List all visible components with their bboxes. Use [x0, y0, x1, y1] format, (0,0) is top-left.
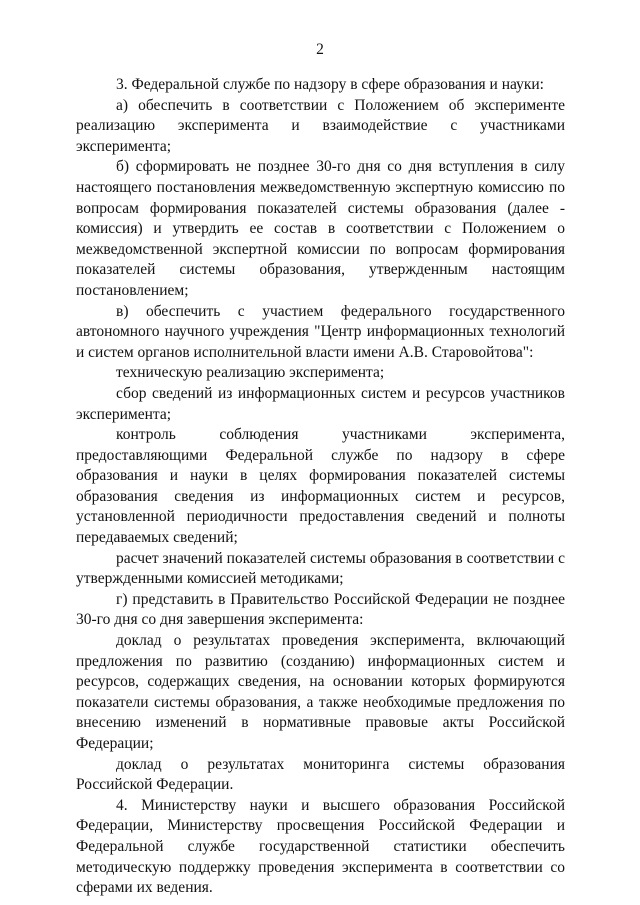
paragraph-subitem-b: б) сформировать не позднее 30-го дня со дня вступления в силу настоящего постановления межведомственную экспертную комиссию по вопросам формирования показателей системы образования (далее - комиссия) и утвердить ее состав в соответствии с Положением о межведомственной экспертной комиссии по вопросам формирования показателей системы образования, утвержденным настоящим постановлением; — [76, 158, 565, 299]
paragraph-compliance-control: контроль соблюдения участниками эксперимента, предоставляющими Федеральной службе по надзору в сфере образования и науки в целях формирования показателей системы образования сведения из информационных систем и ресурсов, установленной периодичности предоставления сведений и полноты передаваемых сведений; — [76, 426, 565, 547]
paragraph-subitem-a: а) обеспечить в соответствии с Положением об эксперименте реализацию эксперимента и взаимодействие с участниками эксперимента; — [76, 96, 565, 155]
paragraph-data-collection: сбор сведений из информационных систем и ресурсов участников эксперимента; — [76, 384, 565, 423]
paragraph-subitem-g: г) представить в Правительство Российской Федерации не позднее 30-го дня со дня завершения эксперимента: — [76, 590, 565, 629]
paragraph-item-3: 3. Федеральной службе по надзору в сфере образования и науки: — [116, 76, 544, 93]
paragraph-monitoring-report: доклад о результатах мониторинга системы образования Российской Федерации. — [76, 755, 565, 794]
paragraph-item-4: 4. Министерству науки и высшего образования Российской Федерации, Министерству просвещения Российской Федерации и Федеральной службе государственной статистики обеспечить методическую поддержку проведения эксперимента в соответствии со сферами их ведения. — [76, 796, 565, 897]
paragraph-experiment-report: доклад о результатах проведения эксперимента, включающий предложения по развитию (созданию) информационных систем и ресурсов, содержащих сведения, на основании которых формируются показатели системы образования, а также необходимые предложения по внесению изменений в нормативные правовые акты Российской Федерации; — [76, 632, 565, 752]
page-number: 2 — [316, 41, 324, 58]
document-body — [76, 75, 565, 899]
paragraph-technical-implementation: техническую реализацию эксперимента; — [116, 364, 385, 382]
paragraph-indicator-calculation: расчет значений показателей системы образования в соответствии с утвержденными комиссией методиками; — [76, 549, 565, 588]
paragraph-subitem-v: в) обеспечить с участием федерального государственного автономного научного учреждения "Центр информационных технологий и систем органов исполнительной власти имени А.В. Старовойтова": — [76, 302, 565, 361]
